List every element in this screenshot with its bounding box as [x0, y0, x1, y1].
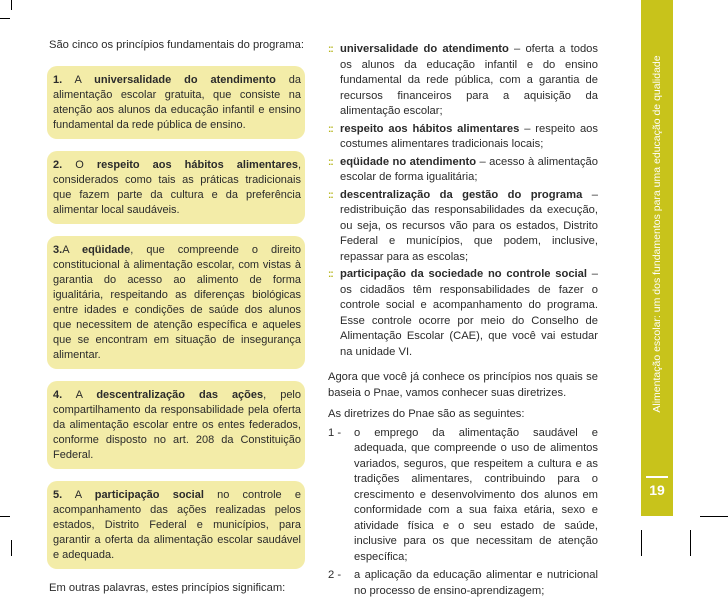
- principle-description: da alimentação escolar gratuita, que consiste na atenção aos alunos da educação infantil e ensino fundamental da rede pública de ensino.: [53, 73, 302, 131]
- principle-description: , considerados como tais as práticas tradicionais que fazem parte da cultura e da preferência alimentar local saudáveis.: [53, 158, 302, 216]
- principle-title: universalidade do atendimento: [94, 73, 276, 86]
- crop-mark-bottom-right: [690, 530, 691, 556]
- principle-bullet-item: [328, 155, 598, 186]
- directive-item: [328, 568, 598, 599]
- side-band-title: [644, 0, 670, 468]
- bullet-glyph: ::: [328, 156, 333, 168]
- principle-article: A: [75, 388, 83, 401]
- principle-article: A: [62, 243, 69, 256]
- bullet-title: respeito aos hábitos alimentares: [340, 122, 520, 135]
- bullet-description: – acesso à alimentação escolar de forma igualitária;: [340, 155, 598, 183]
- principle-box-5: [47, 481, 305, 569]
- principle-bullet-item: [328, 188, 598, 266]
- principle-number: 3.: [53, 243, 63, 256]
- left-column: [49, 38, 305, 596]
- principle-bullet-item: [328, 122, 598, 153]
- principle-title: participação social: [94, 488, 204, 501]
- principle-number: 4.: [53, 388, 63, 401]
- crop-mark-top-left-h: [0, 18, 10, 19]
- bullet-title: participação da sociedade no controle social: [340, 268, 587, 280]
- principle-description: , pelo compartilhamento da responsabilidade pela oferta da alimentação escolar entre os entes federados, conforme disposto no art. 208 da Constituição Federal.: [53, 388, 301, 461]
- directive-text: a aplicação da educação alimentar e nutricional no processo de ensino-aprendizagem;: [354, 569, 598, 597]
- bullet-description: – respeito aos costumes alimentares tradicionais locais;: [340, 122, 599, 150]
- principle-number: 1.: [53, 73, 63, 86]
- intro-text: São cinco os princípios fundamentais do programa:: [49, 39, 304, 51]
- principle-article: A: [74, 488, 82, 501]
- bullet-glyph: ::: [328, 123, 333, 135]
- bullet-glyph: ::: [328, 269, 333, 280]
- directive-item: [328, 426, 598, 566]
- bullet-description: – redistribuição das responsabilidades da execução, ou seja, os recursos vão para os estados, Distrito Federal e municípios, que podem, inclusive, repassar para as escolas;: [340, 188, 598, 263]
- bullet-glyph: ::: [328, 189, 333, 201]
- principle-article: A: [74, 73, 82, 86]
- crop-mark-top-left: [11, 0, 12, 10]
- principle-bullet-item: [328, 42, 598, 120]
- outro-text: Em outras palavras, estes princípios significam:: [49, 581, 286, 594]
- principle-box-4: [47, 381, 305, 469]
- principle-description: , que compreende o direito constitucional à alimentação escolar, com vistas à garantia do acesso ao alimento de forma igualitária, respeitando as diferenças biológicas entre idades e condições de saúde dos alunos que necessitem de atenção específica e aqueles que se encontram em situação de insegurança alimentar.: [53, 243, 301, 361]
- right-column: [328, 42, 598, 599]
- bullet-glyph: ::: [328, 44, 333, 55]
- bullet-description: – oferta a todos os alunos da educação infantil e do ensino fundamental da rede pública, com a garantia de recursos financeiros para a aquisição da alimentação escolar;: [340, 43, 598, 117]
- bullet-title: descentralização da gestão do programa: [340, 188, 583, 201]
- principle-bullet-item: [328, 267, 598, 360]
- principle-number: 5.: [53, 488, 63, 501]
- directive-text: o emprego da alimentação saudável e adequada, que compreende o uso de alimentos variados, seguros, que respeitem a cultura e as tradições alimentares, contribuindo para o crescimento e desenvolvimento dos alunos em conformidade com a sua faixa etária, sexo e atividade física e o seu estado de saúde, inclusive para os que necessitam de atenção específica;: [354, 426, 598, 563]
- principle-number: 2.: [53, 158, 63, 171]
- page-number: 19: [649, 482, 665, 498]
- principle-title: eqüidade: [81, 243, 131, 256]
- principle-box-3: [47, 236, 305, 369]
- running-header-text: Alimentação escolar: um dos fundamentos para uma educação de qualidade: [651, 55, 663, 413]
- directives-heading: As diretrizes do Pnae são as seguintes:: [328, 408, 525, 420]
- crop-mark-bottom-left-h: [0, 516, 10, 517]
- crop-mark-bottom-left: [11, 540, 12, 556]
- directive-number: 1 -: [328, 426, 342, 439]
- crop-mark-bottom-mid: [641, 530, 642, 556]
- directives-intro-paragraph: Agora que você já conhece os princípios nos quais se baseia o Pnae, vamos conhecer suas diretrizes.: [328, 371, 598, 399]
- principle-title: respeito aos hábitos alimentares: [96, 158, 298, 171]
- directive-number: 2 -: [328, 569, 342, 581]
- principle-box-2: [47, 151, 305, 224]
- bullet-description: – os cidadãos têm responsabilidades de fazer o controle social e acompanhamento do programa. Esse controle ocorre por meio do Conselho de Alimentação Escolar (CAE), que você vai estudar na unidade VI.: [340, 268, 598, 358]
- crop-mark-bottom-right-h: [700, 516, 728, 517]
- principle-box-1: [47, 66, 305, 139]
- page-number-divider: [646, 476, 668, 478]
- bullet-title: eqüidade no atendimento: [340, 155, 477, 168]
- principle-article: O: [75, 158, 84, 171]
- principle-title: descentralização das ações: [96, 388, 264, 401]
- principle-description: no controle e acompanhamento das ações realizadas pelos estados, Distrito Federal e municípios, para garantir a oferta da alimentação escolar saudável e adequada.: [53, 488, 301, 561]
- bullet-title: universalidade do atendimento: [340, 43, 509, 55]
